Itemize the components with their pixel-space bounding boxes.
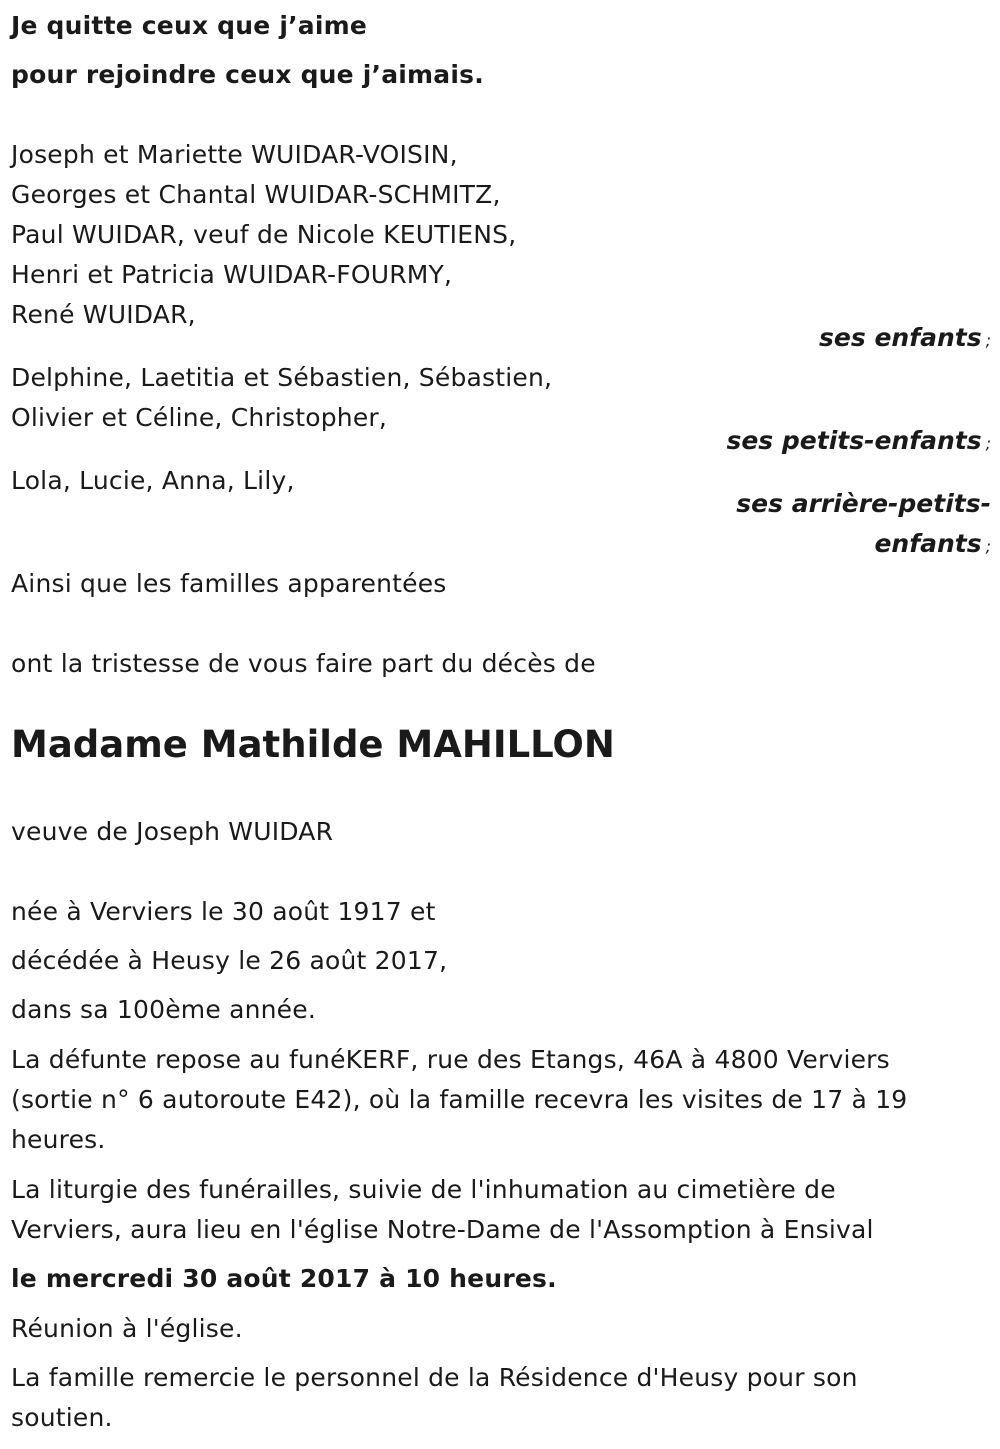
rest-line-3: heures. <box>11 1125 106 1154</box>
great-grandchild-line: Lola, Lucie, Anna, Lily, <box>11 466 295 495</box>
meeting-line: Réunion à l'église. <box>11 1314 243 1343</box>
announcement-line: ont la tristesse de vous faire part du décès de <box>11 649 596 678</box>
great-grandchildren-label-line-2 <box>874 524 991 567</box>
grandchildren-label <box>726 421 991 464</box>
rest-line-1: La défunte repose au funéKERF, rue des Etangs, 46A à 4800 Verviers <box>11 1045 890 1074</box>
age-line: dans sa 100ème année. <box>11 995 316 1024</box>
funeral-date-line: le mercredi 30 août 2017 à 10 heures. <box>11 1264 557 1293</box>
liturgy-line-2: Verviers, aura lieu en l'église Notre-Dame de l'Assomption à Ensival <box>11 1215 874 1244</box>
grandchild-line: Delphine, Laetitia et Sébastien, Sébastien, <box>11 363 553 392</box>
thanks-line-2: soutien. <box>11 1403 113 1432</box>
families-line: Ainsi que les familles apparentées <box>11 569 447 598</box>
rest-line-2: (sortie n° 6 autoroute E42), où la famille recevra les visites de 17 à 19 <box>11 1085 908 1114</box>
quote-line-2: pour rejoindre ceux que j’aimais. <box>11 60 484 89</box>
grandchild-line: Olivier et Céline, Christopher, <box>11 403 388 432</box>
great-grandchildren-label-line-1: ses arrière-petits- <box>736 489 991 518</box>
children-label-text: ses enfants <box>819 323 982 352</box>
child-line: Georges et Chantal WUIDAR-SCHMITZ, <box>11 180 501 209</box>
great-grandchildren-separator: ; <box>985 537 991 556</box>
grandchildren-label-text: ses petits-enfants <box>726 426 982 455</box>
child-line: Henri et Patricia WUIDAR-FOURMY, <box>11 260 453 289</box>
children-label <box>819 318 991 361</box>
thanks-line-1: La famille remercie le personnel de la Résidence d'Heusy pour son <box>11 1363 858 1392</box>
child-line: Paul WUIDAR, veuf de Nicole KEUTIENS, <box>11 220 517 249</box>
liturgy-line-1: La liturgie des funérailles, suivie de l'inhumation au cimetière de <box>11 1175 836 1204</box>
great-grandchildren-label-text: enfants <box>874 529 982 558</box>
child-line: Joseph et Mariette WUIDAR-VOISIN, <box>11 140 458 169</box>
grandchildren-separator: ; <box>985 434 991 453</box>
birth-line: née à Verviers le 30 août 1917 et <box>11 897 436 926</box>
widow-of-line: veuve de Joseph WUIDAR <box>11 817 334 846</box>
child-line: René WUIDAR, <box>11 300 196 329</box>
children-separator: ; <box>985 331 991 350</box>
deceased-name: Madame Mathilde MAHILLON <box>11 723 615 766</box>
quote-line-1: Je quitte ceux que j’aime <box>11 11 368 40</box>
death-line: décédée à Heusy le 26 août 2017, <box>11 946 448 975</box>
